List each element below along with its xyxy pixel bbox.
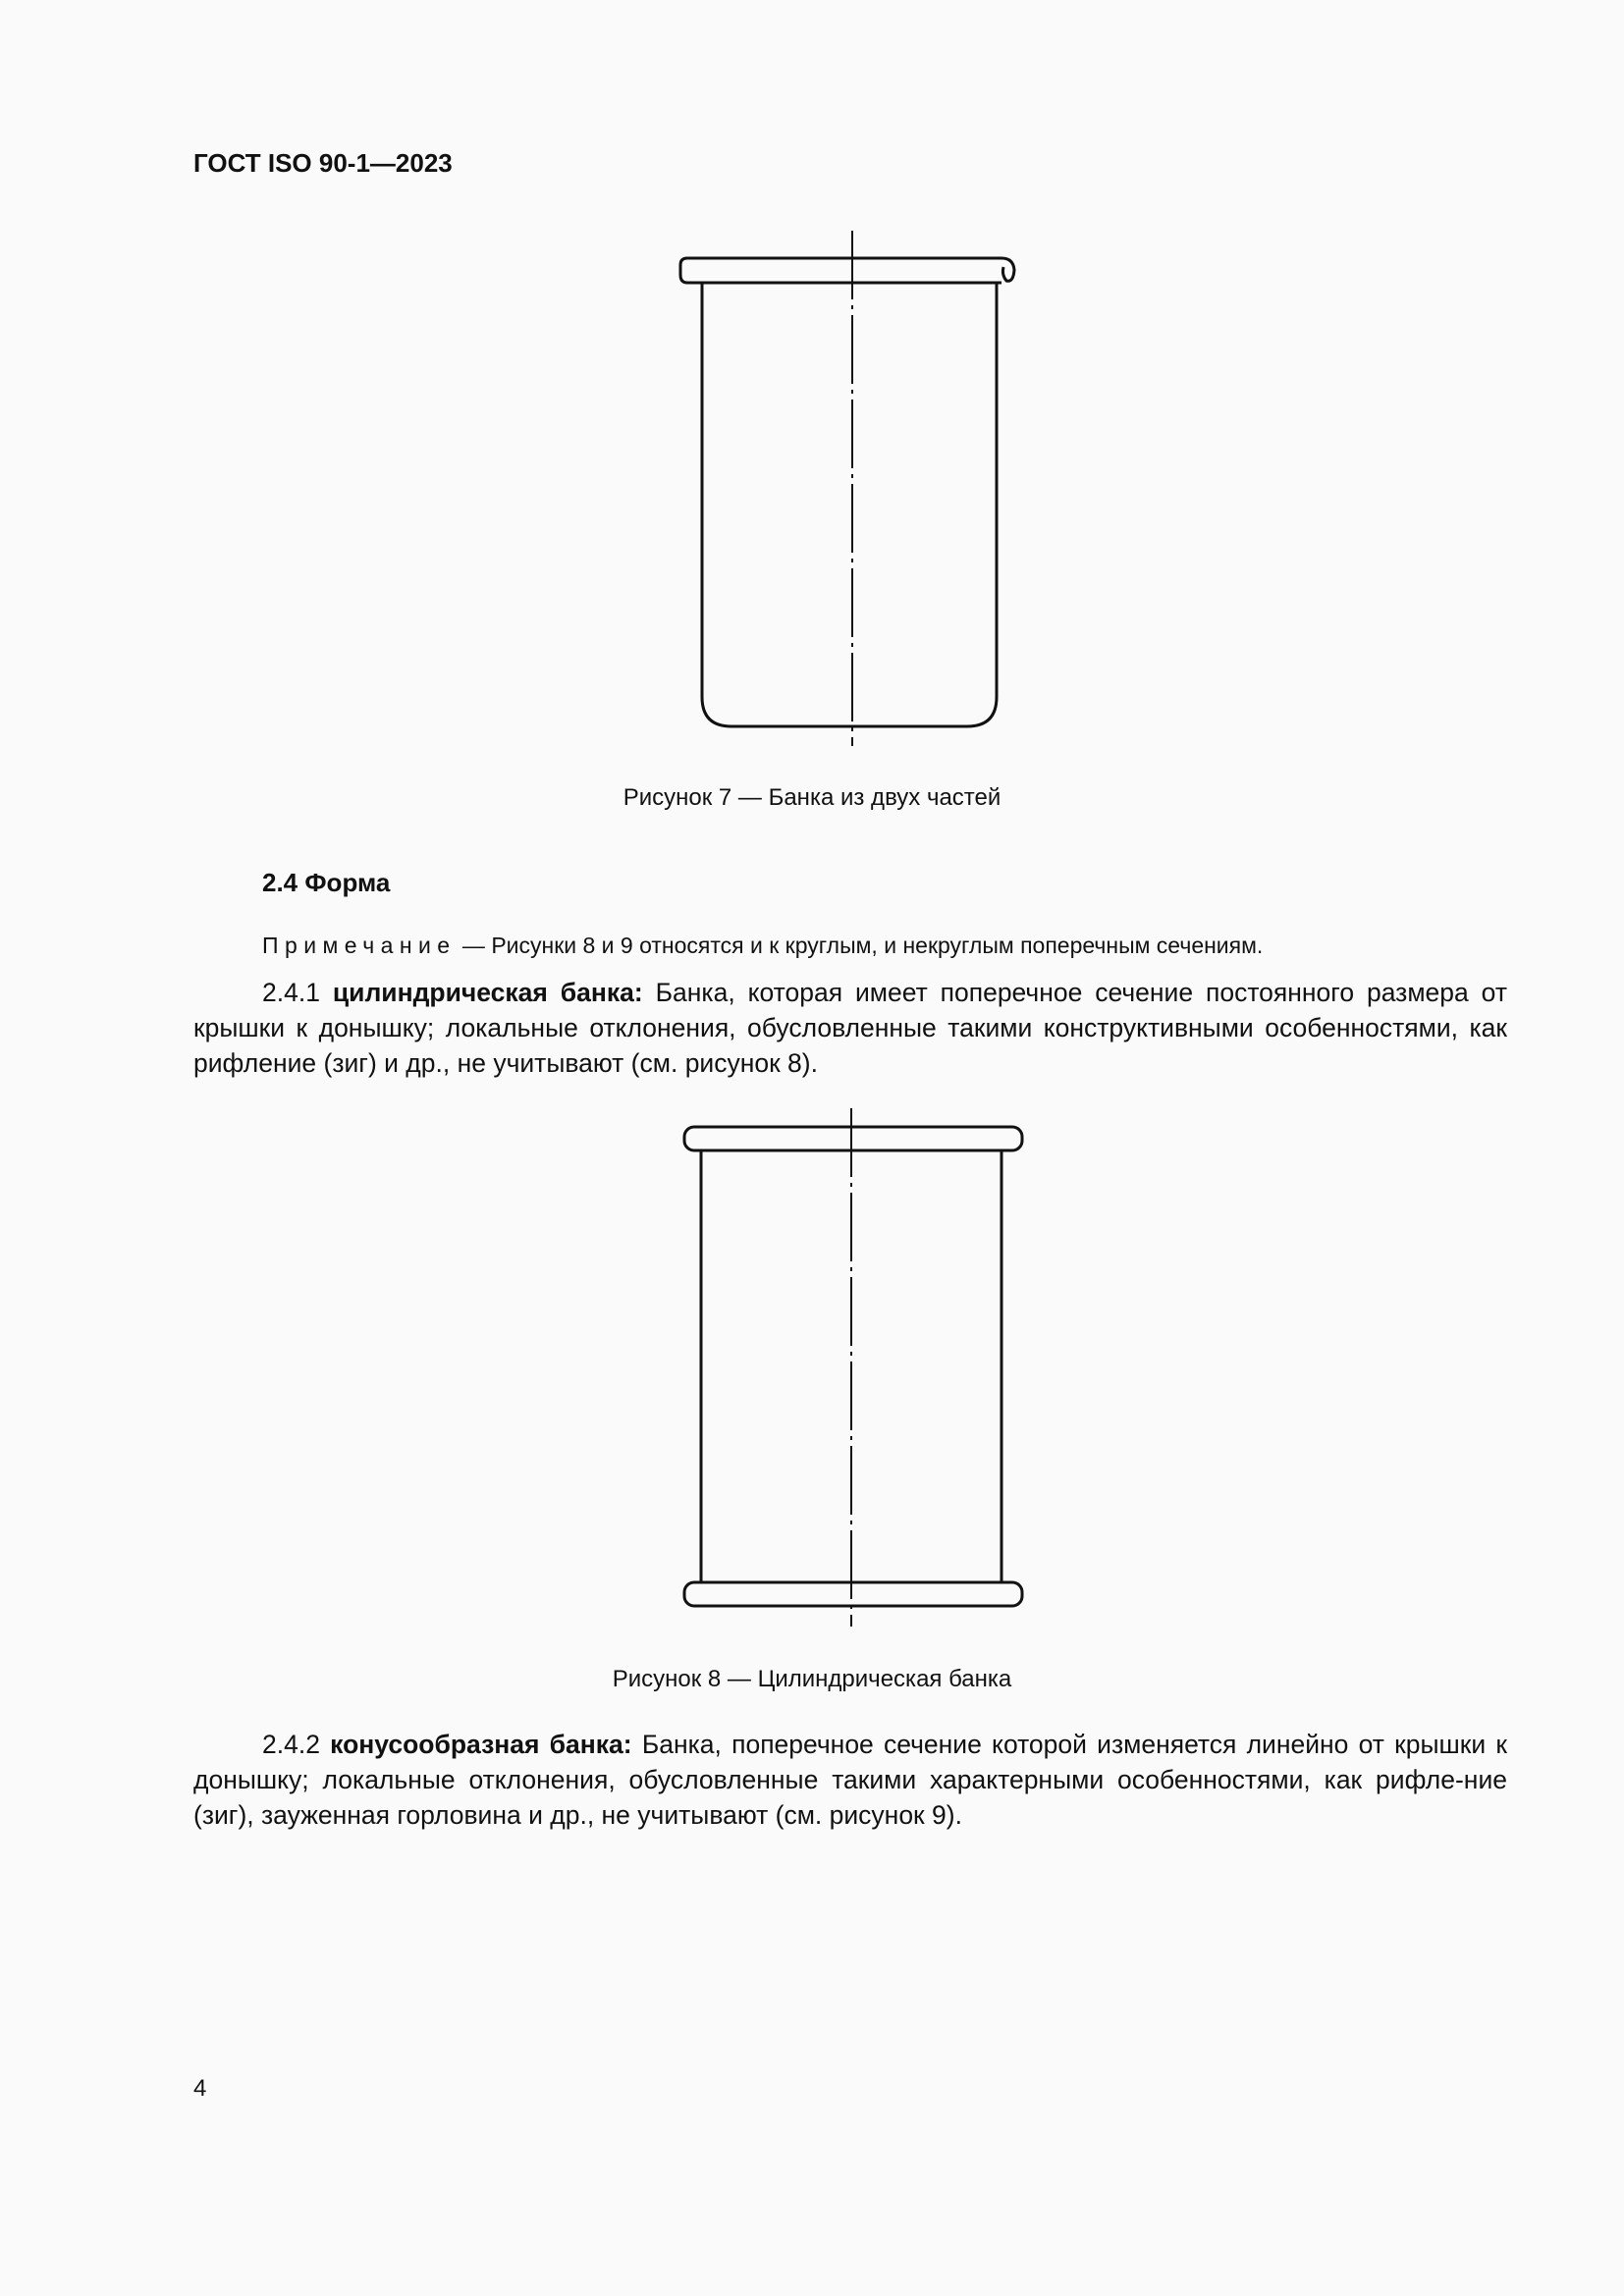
para-term: конусообразная банка: — [330, 1730, 632, 1759]
figure-7-drawing — [668, 226, 1041, 756]
figure-8-caption: Рисунок 8 — Цилиндрическая банка — [612, 1666, 1012, 1692]
note — [262, 933, 1263, 959]
note-label: Примечание — [262, 933, 457, 958]
para-number: 2.4.2 — [262, 1730, 320, 1759]
two-piece-can-drawing — [668, 226, 1041, 756]
para-text: Банка, которая имеет поперечное сечение постоянного размера от крышки к донышку; локальные отклонения, обусловленные такими конструктивными особенностями, как рифление (зиг) и др., не учитывают (см. рисунок 8). — [193, 978, 1507, 1078]
figure-8-drawing — [668, 1104, 1041, 1644]
paragraph-2-4-2 — [193, 1727, 1507, 1833]
note-dash: — — [456, 933, 492, 958]
can-top-rim — [684, 1127, 1022, 1150]
can-lid-curl — [1001, 258, 1014, 281]
para-number: 2.4.1 — [262, 978, 320, 1007]
page-number: 4 — [193, 2075, 207, 2102]
figure-7-caption: Рисунок 7 — Банка из двух частей — [623, 784, 1001, 811]
document-code: ГОСТ ISO 90-1—2023 — [193, 148, 453, 178]
can-lid-rim — [680, 258, 1001, 283]
can-body — [702, 283, 997, 726]
paragraph-2-4-1 — [193, 975, 1507, 1081]
para-term: цилиндрическая банка: — [332, 978, 643, 1007]
note-text: Рисунки 8 и 9 относятся и к круглым, и некруглым поперечным сечениям. — [491, 933, 1264, 958]
para-text: Банка, поперечное сечение которой изменяется линейно от крышки к донышку; локальные отклонения, обусловленные такими характерными особенностями, как рифле-ние (зиг), зауженная горловина и др., не учитывают (см. рисунок 9). — [193, 1730, 1507, 1830]
cylindrical-can-drawing — [668, 1104, 1041, 1644]
section-title: 2.4 Форма — [262, 868, 391, 897]
can-bottom-rim — [684, 1582, 1022, 1606]
